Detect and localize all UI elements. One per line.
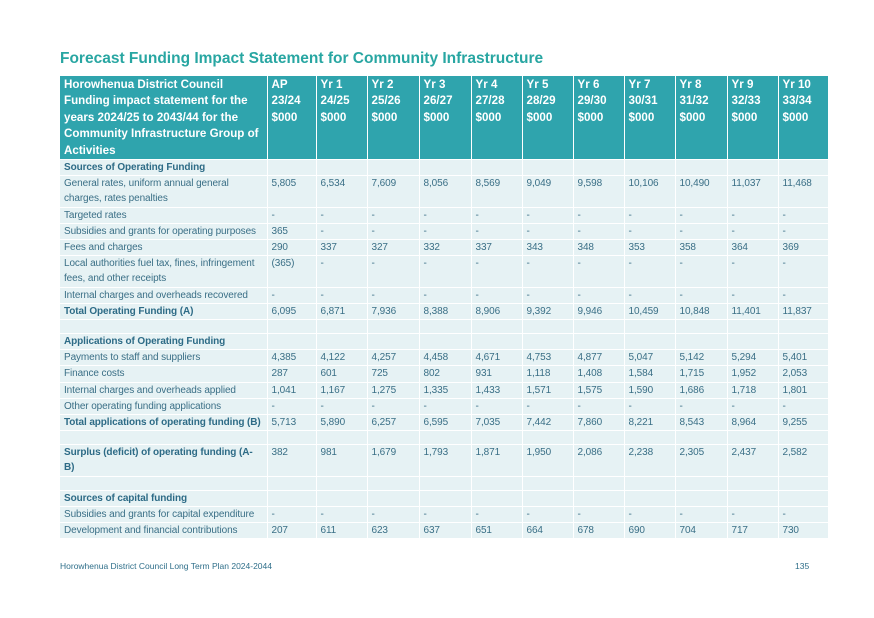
- cell-value: -: [316, 287, 367, 303]
- cell-value: 5,805: [267, 176, 316, 207]
- cell-value: 1,950: [522, 445, 573, 476]
- cell-value: -: [471, 398, 522, 414]
- table-row: [60, 287, 828, 303]
- cell-value: 11,401: [727, 303, 778, 319]
- cell-value: -: [573, 223, 624, 239]
- cell-value: 4,458: [419, 350, 471, 366]
- cell-value: -: [522, 207, 573, 223]
- cell-value: -: [419, 506, 471, 522]
- row-label: Local authorities fuel tax, fines, infringement fees, and other receipts: [60, 256, 267, 287]
- spacer-row: [60, 320, 828, 334]
- cell-value: [471, 490, 522, 506]
- cell-value: 332: [419, 240, 471, 256]
- cell-value: 1,575: [573, 382, 624, 398]
- cell-value: 11,468: [778, 176, 828, 207]
- cell-value: [778, 490, 828, 506]
- cell-value: [675, 490, 727, 506]
- section-heading-row: [60, 160, 828, 176]
- cell-value: 348: [573, 240, 624, 256]
- row-label: Total Operating Funding (A): [60, 303, 267, 319]
- cell-value: [522, 490, 573, 506]
- cell-value: [573, 320, 624, 334]
- cell-value: 7,035: [471, 415, 522, 431]
- cell-value: -: [267, 207, 316, 223]
- cell-value: 8,569: [471, 176, 522, 207]
- cell-value: 1,335: [419, 382, 471, 398]
- header-col: Yr 5 28/29 $000: [522, 76, 573, 160]
- cell-value: [419, 476, 471, 490]
- cell-value: 1,718: [727, 382, 778, 398]
- row-label: Sources of Operating Funding: [60, 160, 267, 176]
- cell-value: -: [316, 256, 367, 287]
- cell-value: 9,255: [778, 415, 828, 431]
- cell-value: 9,049: [522, 176, 573, 207]
- total-row: [60, 303, 828, 319]
- cell-value: -: [419, 256, 471, 287]
- cell-value: -: [522, 287, 573, 303]
- cell-value: 601: [316, 366, 367, 382]
- cell-value: 365: [267, 223, 316, 239]
- cell-value: 364: [727, 240, 778, 256]
- cell-value: 981: [316, 445, 367, 476]
- cell-value: -: [778, 506, 828, 522]
- cell-value: [419, 334, 471, 350]
- cell-value: 7,442: [522, 415, 573, 431]
- cell-value: 9,946: [573, 303, 624, 319]
- cell-value: 1,793: [419, 445, 471, 476]
- cell-value: [267, 320, 316, 334]
- cell-value: 7,860: [573, 415, 624, 431]
- cell-value: [267, 334, 316, 350]
- cell-value: 11,837: [778, 303, 828, 319]
- cell-value: [471, 320, 522, 334]
- row-label: Payments to staff and suppliers: [60, 350, 267, 366]
- cell-value: 4,753: [522, 350, 573, 366]
- cell-value: 1,408: [573, 366, 624, 382]
- row-label: Other operating funding applications: [60, 398, 267, 414]
- cell-value: 1,167: [316, 382, 367, 398]
- cell-value: [267, 476, 316, 490]
- cell-value: 637: [419, 523, 471, 539]
- header-col: Yr 2 25/26 $000: [367, 76, 419, 160]
- cell-value: [727, 490, 778, 506]
- cell-value: -: [675, 223, 727, 239]
- table-row: [60, 256, 828, 287]
- cell-value: 2,086: [573, 445, 624, 476]
- cell-value: -: [367, 207, 419, 223]
- cell-value: [675, 160, 727, 176]
- cell-value: 611: [316, 523, 367, 539]
- cell-value: -: [624, 287, 675, 303]
- cell-value: [624, 334, 675, 350]
- cell-value: [522, 160, 573, 176]
- cell-value: [624, 320, 675, 334]
- cell-value: 6,095: [267, 303, 316, 319]
- cell-value: 704: [675, 523, 727, 539]
- cell-value: -: [727, 287, 778, 303]
- cell-value: -: [471, 287, 522, 303]
- cell-value: -: [367, 256, 419, 287]
- cell-value: [367, 431, 419, 445]
- header-col: AP 23/24 $000: [267, 76, 316, 160]
- cell-value: 717: [727, 523, 778, 539]
- cell-value: -: [727, 398, 778, 414]
- cell-value: 10,490: [675, 176, 727, 207]
- cell-value: 1,871: [471, 445, 522, 476]
- cell-value: -: [522, 256, 573, 287]
- cell-value: -: [675, 506, 727, 522]
- row-label: [60, 320, 267, 334]
- cell-value: 1,584: [624, 366, 675, 382]
- cell-value: 9,392: [522, 303, 573, 319]
- cell-value: -: [778, 287, 828, 303]
- cell-value: -: [624, 207, 675, 223]
- header-col: Yr 9 32/33 $000: [727, 76, 778, 160]
- cell-value: -: [522, 223, 573, 239]
- cell-value: -: [522, 398, 573, 414]
- cell-value: 2,582: [778, 445, 828, 476]
- cell-value: 678: [573, 523, 624, 539]
- cell-value: 2,305: [675, 445, 727, 476]
- cell-value: 207: [267, 523, 316, 539]
- cell-value: 5,047: [624, 350, 675, 366]
- cell-value: (365): [267, 256, 316, 287]
- cell-value: -: [316, 398, 367, 414]
- cell-value: 802: [419, 366, 471, 382]
- table-row: [60, 523, 828, 539]
- cell-value: 8,221: [624, 415, 675, 431]
- funding-impact-table: [60, 76, 828, 538]
- cell-value: -: [778, 256, 828, 287]
- cell-value: 1,275: [367, 382, 419, 398]
- cell-value: 664: [522, 523, 573, 539]
- cell-value: -: [778, 398, 828, 414]
- total-row: [60, 445, 828, 476]
- row-label: Subsidies and grants for operating purposes: [60, 223, 267, 239]
- row-label: Subsidies and grants for capital expenditure: [60, 506, 267, 522]
- cell-value: 8,543: [675, 415, 727, 431]
- cell-value: 6,595: [419, 415, 471, 431]
- cell-value: -: [419, 398, 471, 414]
- cell-value: -: [727, 223, 778, 239]
- cell-value: -: [778, 223, 828, 239]
- cell-value: 9,598: [573, 176, 624, 207]
- cell-value: [573, 160, 624, 176]
- cell-value: [367, 490, 419, 506]
- cell-value: 337: [471, 240, 522, 256]
- table-row: [60, 223, 828, 239]
- cell-value: 6,871: [316, 303, 367, 319]
- cell-value: 1,952: [727, 366, 778, 382]
- cell-value: [522, 476, 573, 490]
- header-col: Yr 7 30/31 $000: [624, 76, 675, 160]
- cell-value: 369: [778, 240, 828, 256]
- cell-value: -: [267, 506, 316, 522]
- cell-value: -: [573, 207, 624, 223]
- cell-value: 2,238: [624, 445, 675, 476]
- footer-document-title: Horowhenua District Council Long Term Plan 2024-2044: [60, 561, 272, 571]
- page-number: 135: [795, 561, 810, 571]
- row-label: Finance costs: [60, 366, 267, 382]
- row-label: Internal charges and overheads applied: [60, 382, 267, 398]
- spacer-row: [60, 431, 828, 445]
- cell-value: 1,801: [778, 382, 828, 398]
- cell-value: -: [471, 223, 522, 239]
- cell-value: [471, 160, 522, 176]
- cell-value: [778, 476, 828, 490]
- table-row: [60, 398, 828, 414]
- table-row: [60, 350, 828, 366]
- cell-value: 10,848: [675, 303, 727, 319]
- cell-value: [367, 320, 419, 334]
- cell-value: -: [675, 256, 727, 287]
- cell-value: -: [675, 287, 727, 303]
- cell-value: -: [471, 506, 522, 522]
- cell-value: [573, 476, 624, 490]
- row-label: General rates, uniform annual general charges, rates penalties: [60, 176, 267, 207]
- cell-value: [573, 334, 624, 350]
- cell-value: -: [624, 506, 675, 522]
- cell-value: -: [316, 506, 367, 522]
- cell-value: -: [573, 287, 624, 303]
- cell-value: 2,437: [727, 445, 778, 476]
- table-row: [60, 506, 828, 522]
- cell-value: [675, 334, 727, 350]
- cell-value: [727, 476, 778, 490]
- cell-value: 1,679: [367, 445, 419, 476]
- cell-value: 8,964: [727, 415, 778, 431]
- cell-value: -: [624, 223, 675, 239]
- cell-value: [778, 334, 828, 350]
- cell-value: 8,388: [419, 303, 471, 319]
- cell-value: -: [267, 287, 316, 303]
- cell-value: 2,053: [778, 366, 828, 382]
- cell-value: [471, 334, 522, 350]
- cell-value: 337: [316, 240, 367, 256]
- cell-value: 5,713: [267, 415, 316, 431]
- cell-value: [267, 490, 316, 506]
- row-label: Sources of capital funding: [60, 490, 267, 506]
- cell-value: -: [573, 256, 624, 287]
- cell-value: -: [624, 256, 675, 287]
- cell-value: -: [419, 287, 471, 303]
- cell-value: [727, 431, 778, 445]
- cell-value: 1,590: [624, 382, 675, 398]
- cell-value: 6,257: [367, 415, 419, 431]
- table-row: [60, 207, 828, 223]
- cell-value: 343: [522, 240, 573, 256]
- cell-value: [419, 431, 471, 445]
- cell-value: -: [522, 506, 573, 522]
- cell-value: 931: [471, 366, 522, 382]
- cell-value: -: [675, 207, 727, 223]
- cell-value: [675, 476, 727, 490]
- cell-value: 4,122: [316, 350, 367, 366]
- cell-value: 1,686: [675, 382, 727, 398]
- cell-value: [316, 320, 367, 334]
- cell-value: 1,118: [522, 366, 573, 382]
- cell-value: 4,671: [471, 350, 522, 366]
- cell-value: [778, 160, 828, 176]
- cell-value: -: [573, 506, 624, 522]
- row-label: Surplus (deficit) of operating funding (A-B): [60, 445, 267, 476]
- cell-value: 11,037: [727, 176, 778, 207]
- cell-value: 327: [367, 240, 419, 256]
- cell-value: [419, 160, 471, 176]
- cell-value: [267, 431, 316, 445]
- cell-value: 287: [267, 366, 316, 382]
- cell-value: 10,106: [624, 176, 675, 207]
- table-row: [60, 382, 828, 398]
- cell-value: 358: [675, 240, 727, 256]
- cell-value: [316, 334, 367, 350]
- cell-value: [573, 431, 624, 445]
- cell-value: [778, 431, 828, 445]
- table-header-row: [60, 76, 828, 160]
- header-col: Yr 10 33/34 $000: [778, 76, 828, 160]
- cell-value: -: [267, 398, 316, 414]
- cell-value: -: [778, 207, 828, 223]
- table-row: [60, 366, 828, 382]
- cell-value: [419, 320, 471, 334]
- cell-value: 8,056: [419, 176, 471, 207]
- table-body: [60, 160, 828, 539]
- cell-value: [675, 320, 727, 334]
- cell-value: 10,459: [624, 303, 675, 319]
- cell-value: 4,385: [267, 350, 316, 366]
- cell-value: [367, 160, 419, 176]
- cell-value: -: [367, 398, 419, 414]
- cell-value: 7,609: [367, 176, 419, 207]
- cell-value: [316, 160, 367, 176]
- row-label: [60, 476, 267, 490]
- cell-value: [471, 476, 522, 490]
- row-label: [60, 431, 267, 445]
- cell-value: 4,877: [573, 350, 624, 366]
- spacer-row: [60, 476, 828, 490]
- row-label: Targeted rates: [60, 207, 267, 223]
- table-row: [60, 240, 828, 256]
- cell-value: [522, 431, 573, 445]
- cell-value: -: [419, 207, 471, 223]
- cell-value: 353: [624, 240, 675, 256]
- cell-value: [267, 160, 316, 176]
- cell-value: -: [367, 506, 419, 522]
- cell-value: -: [367, 287, 419, 303]
- cell-value: -: [727, 256, 778, 287]
- cell-value: [727, 320, 778, 334]
- cell-value: [471, 431, 522, 445]
- cell-value: [316, 490, 367, 506]
- cell-value: [727, 160, 778, 176]
- cell-value: -: [316, 223, 367, 239]
- cell-value: -: [471, 207, 522, 223]
- cell-value: 1,041: [267, 382, 316, 398]
- header-label: Horowhenua District Council Funding impact statement for the years 2024/25 to 2043/44 for the Community Infrastructure Group of Activities: [60, 76, 267, 160]
- cell-value: 730: [778, 523, 828, 539]
- cell-value: 5,890: [316, 415, 367, 431]
- header-col: Yr 6 29/30 $000: [573, 76, 624, 160]
- cell-value: 5,401: [778, 350, 828, 366]
- cell-value: [316, 431, 367, 445]
- cell-value: [624, 476, 675, 490]
- section-heading-row: [60, 490, 828, 506]
- row-label: Development and financial contributions: [60, 523, 267, 539]
- cell-value: [624, 490, 675, 506]
- row-label: Internal charges and overheads recovered: [60, 287, 267, 303]
- cell-value: [624, 431, 675, 445]
- cell-value: [522, 334, 573, 350]
- cell-value: 7,936: [367, 303, 419, 319]
- page-title: Forecast Funding Impact Statement for Community Infrastructure: [60, 50, 544, 67]
- row-label: Total applications of operating funding (B): [60, 415, 267, 431]
- cell-value: -: [367, 223, 419, 239]
- cell-value: [419, 490, 471, 506]
- cell-value: -: [727, 506, 778, 522]
- header-col: Yr 3 26/27 $000: [419, 76, 471, 160]
- cell-value: 1,571: [522, 382, 573, 398]
- header-col: Yr 8 31/32 $000: [675, 76, 727, 160]
- cell-value: [367, 476, 419, 490]
- cell-value: 4,257: [367, 350, 419, 366]
- cell-value: [522, 320, 573, 334]
- cell-value: [367, 334, 419, 350]
- cell-value: -: [316, 207, 367, 223]
- cell-value: [624, 160, 675, 176]
- table-row: [60, 176, 828, 207]
- row-label: Fees and charges: [60, 240, 267, 256]
- header-col: Yr 1 24/25 $000: [316, 76, 367, 160]
- cell-value: 725: [367, 366, 419, 382]
- cell-value: -: [419, 223, 471, 239]
- cell-value: [727, 334, 778, 350]
- cell-value: -: [471, 256, 522, 287]
- cell-value: -: [624, 398, 675, 414]
- section-heading-row: [60, 334, 828, 350]
- header-col: Yr 4 27/28 $000: [471, 76, 522, 160]
- cell-value: [675, 431, 727, 445]
- cell-value: [573, 490, 624, 506]
- cell-value: 5,142: [675, 350, 727, 366]
- cell-value: 690: [624, 523, 675, 539]
- cell-value: 8,906: [471, 303, 522, 319]
- total-row: [60, 415, 828, 431]
- cell-value: -: [675, 398, 727, 414]
- cell-value: 6,534: [316, 176, 367, 207]
- cell-value: 382: [267, 445, 316, 476]
- cell-value: [316, 476, 367, 490]
- cell-value: 623: [367, 523, 419, 539]
- cell-value: -: [573, 398, 624, 414]
- cell-value: [778, 320, 828, 334]
- cell-value: 290: [267, 240, 316, 256]
- cell-value: -: [727, 207, 778, 223]
- cell-value: 1,433: [471, 382, 522, 398]
- row-label: Applications of Operating Funding: [60, 334, 267, 350]
- cell-value: 5,294: [727, 350, 778, 366]
- cell-value: 651: [471, 523, 522, 539]
- cell-value: 1,715: [675, 366, 727, 382]
